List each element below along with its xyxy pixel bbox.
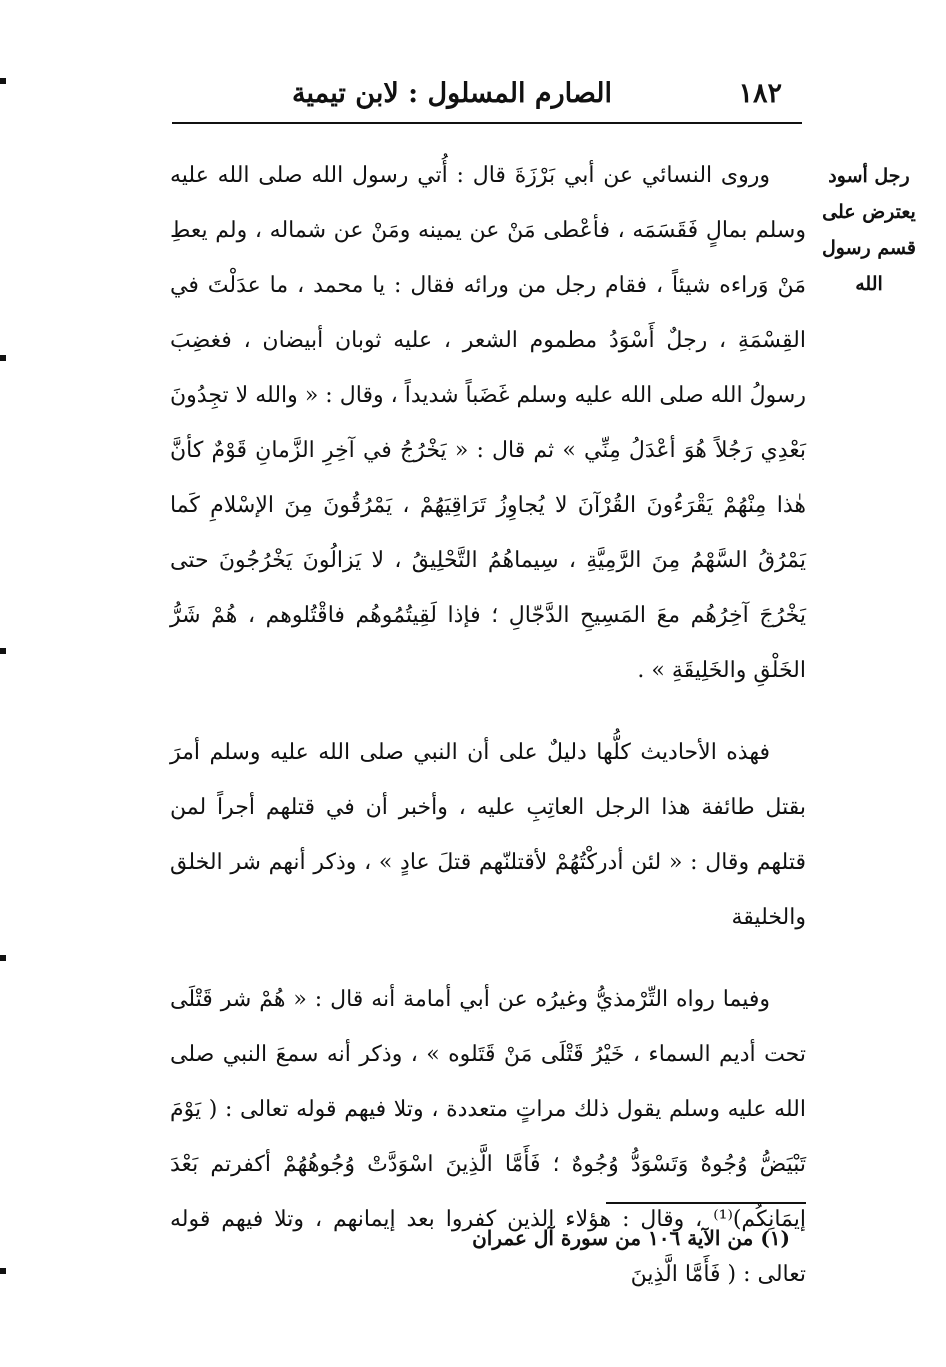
paragraph-2: فهذه الأحاديث كلُّها دليلٌ على أن النبي صلى الله عليه وسلم أمرَ بقتل طائفة هذا الرجل العاتِبِ عليه ، وأخبر أن في قتلهم أجراً لمن قتلهم وقال : « لئن أدركْتُهُمْ لأقتلنّهم قتلَ عادٍ » ، وذكر أنهم شر الخلق والخليقة (170, 740, 806, 930)
scan-edge-mark (0, 955, 6, 961)
footnote-rule (606, 1202, 806, 1204)
footnote: (١) من الآية ١٠٦ من سورة آل عمران (472, 1226, 790, 1250)
page-header (172, 70, 812, 122)
margin-note: رجل أسود يعترض على قسم رسول الله (821, 165, 916, 295)
body-text (170, 148, 806, 1302)
page-number: ١٨٢ (738, 78, 782, 109)
header-rule (172, 122, 802, 124)
paragraph-1: وروى النسائي عن أبي بَرْزَةَ قال : أُتي رسول الله صلى الله عليه وسلم بمالٍ فَقَسَمَه ، فأعْطى مَنْ عن يمينه ومَنْ عن شماله ، ولم يعطِ مَنْ وَراءه شيئاً ، فقام رجل من ورائه فقال : يا محمد ، ما عدَلْتَ في القِسْمَةِ ، رجلٌ أَسْوَدُ مطموم الشعر ، عليه ثوبان أبيضان ، فغضِبَ رسولُ الله صلى الله عليه وسلم غَضَباً شديداً ، وقال : « والله لا تجِدُونَ بَعْدِي رَجُلاً هُوَ أعْدَلُ مِنِّي » ثم قال : « يَخْرُجُ في آخِرِ الزَّمانِ قَوْمٌ كأنَّ هٰذا مِنْهُمْ يَقْرَءُونَ القُرْآنَ لا يُجاوِزُ تَرَاقِيَهُمْ ، يَمْرُقُونَ مِنَ الإسْلامِ كَما يَمْرُقُ السَّهْمُ مِنَ الرَّمِيَّةِ ، سِيماهُمُ التَّحْلِيقُ ، لا يَزالُونَ يَخْرُجُونَ حتى يَخْرُجَ آخِرُهُم معَ المَسِيحِ الدَّجّالِ ؛ فإذا لَقِيتُمُوهُم فاقْتُلوهم ، هُمْ شَرُّ الخَلْقِ والخَلِيقَةِ » . (170, 163, 806, 683)
scan-edge-mark (0, 78, 6, 84)
scan-edge-mark (0, 355, 6, 361)
scan-edge-mark (0, 648, 6, 654)
paragraph-3: وفيما رواه التِّرْمذيُّ وغيرُه عن أبي أمامة أنه قال : « هُمْ شر قَتْلَى تحت أديم السماء ، خَيْرُ قَتْلَى مَنْ قَتَلوه » ، وذكر أنه سمعَ النبي صلى الله عليه وسلم يقول ذلك مراتٍ متعددة ، وتلا فيهم قوله تعالى : ( يَوْمَ تَبْيَضُّ وُجُوهٌ وَتَسْوَدُّ وُجُوهٌ ؛ فَأَمَّا الَّذِينَ اسْوَدَّتْ وُجُوهُهُمْ أكفرتم بَعْدَ إيمَانِكُم)⁽¹⁾ ، وقال : هؤلاء الذين كفروا بعد إيمانهم ، وتلا فيهم قوله تعالى : ( فَأَمَّا الَّذِينَ (170, 987, 806, 1287)
scan-edge-mark (0, 1268, 6, 1274)
running-title: الصارم المسلول : لابن تيمية (292, 78, 612, 109)
